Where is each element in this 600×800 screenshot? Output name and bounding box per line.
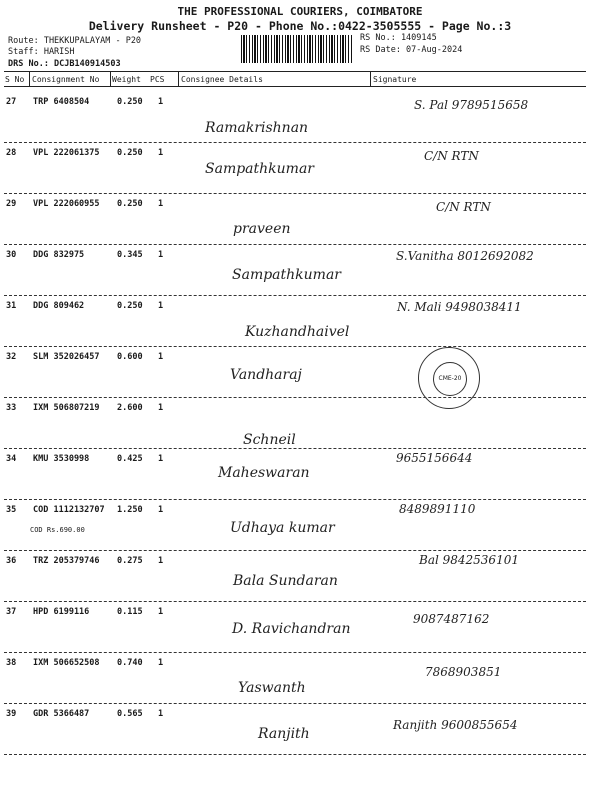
cell-pcs: 1: [158, 250, 164, 260]
column-header-signature: Signature: [373, 75, 417, 84]
cell-weight: 1.250: [117, 505, 143, 515]
cell-pcs: 1: [158, 403, 164, 413]
signature-handwritten: Ranjith 9600855654: [393, 718, 518, 732]
consignee-name-handwritten: Schneil: [243, 432, 296, 448]
cell-consignment: KMU 3530998: [33, 454, 90, 464]
signature-handwritten: 7868903851: [425, 665, 502, 679]
cell-sno: 33: [6, 403, 17, 413]
cell-sno: 31: [6, 301, 17, 311]
cell-pcs: 1: [158, 607, 164, 617]
cell-weight: 0.250: [117, 301, 143, 311]
cell-pcs: 1: [158, 199, 164, 209]
signature-handwritten: 9655156644: [396, 451, 473, 465]
consignee-name-handwritten: Maheswaran: [218, 465, 310, 481]
consignee-name-handwritten: Ramakrishnan: [205, 120, 309, 136]
cell-weight: 0.600: [117, 352, 143, 362]
runsheet-subtitle: Delivery Runsheet - P20 - Phone No.:0422-3505555 - Page No.:3: [88, 19, 512, 33]
cell-sno: 32: [6, 352, 17, 362]
cell-pcs: 1: [158, 301, 164, 311]
table-row: [0, 194, 600, 245]
consignee-name-handwritten: Yaswanth: [238, 680, 306, 696]
cell-sno: 39: [6, 709, 17, 719]
cell-weight: 0.345: [117, 250, 143, 260]
cell-consignment: IXM 506807219: [33, 403, 100, 413]
consignee-name-handwritten: Bala Sundaran: [233, 573, 338, 589]
cell-weight: 0.250: [117, 148, 143, 158]
cell-pcs: 1: [158, 148, 164, 158]
consignee-name-handwritten: praveen: [233, 221, 291, 237]
cell-weight: 0.740: [117, 658, 143, 668]
cell-consignment: TRZ 205379746: [33, 556, 100, 566]
cell-pcs: 1: [158, 505, 164, 515]
column-divider: [29, 72, 30, 86]
consignee-name-handwritten: Sampathkumar: [205, 161, 314, 177]
column-header-consignee: Consignee Details: [181, 75, 263, 84]
table-row: [0, 347, 600, 398]
cell-weight: 0.425: [117, 454, 143, 464]
row-divider: [4, 754, 586, 755]
cell-consignment: SLM 352026457: [33, 352, 100, 362]
consignee-name-handwritten: Ranjith: [258, 726, 310, 742]
cell-sno: 37: [6, 607, 17, 617]
cell-consignment: COD 1112132707: [33, 505, 105, 515]
cell-pcs: 1: [158, 709, 164, 719]
table-row: [0, 449, 600, 500]
consignee-name-handwritten: Udhaya kumar: [230, 520, 335, 536]
table-row: [0, 398, 600, 449]
table-row: [0, 653, 600, 704]
signature-handwritten: S.Vanitha 8012692082: [396, 249, 534, 263]
cell-consignment: VPL 222060955: [33, 199, 100, 209]
cell-consignment: IXM 506652508: [33, 658, 100, 668]
table-row: [0, 296, 600, 347]
table-row: [0, 143, 600, 194]
company-stamp: [418, 347, 480, 409]
rs-number: RS No.: 1409145: [360, 33, 437, 43]
cell-sno: 29: [6, 199, 17, 209]
cod-amount: COD Rs.690.00: [30, 526, 85, 534]
table-row: [0, 551, 600, 602]
cell-sno: 38: [6, 658, 17, 668]
column-header-consignment: Consignment No: [32, 75, 100, 84]
column-header-sno: S No: [5, 75, 25, 84]
table-row: [0, 500, 600, 551]
cell-consignment: DDG 832975: [33, 250, 85, 260]
cell-sno: 28: [6, 148, 17, 158]
cell-consignment: VPL 222061375: [33, 148, 100, 158]
consignee-name-handwritten: Kuzhandhaivel: [245, 324, 350, 340]
rs-date: RS Date: 07-Aug-2024: [360, 45, 463, 55]
consignee-name-handwritten: D. Ravichandran: [232, 621, 351, 637]
cell-consignment: DDG 809462: [33, 301, 85, 311]
cell-weight: 0.275: [117, 556, 143, 566]
drs-number: DRS No.: DCJB140914503: [8, 59, 121, 69]
signature-handwritten: N. Mali 9498038411: [397, 300, 522, 314]
header-rule-top: [4, 71, 586, 72]
cell-pcs: 1: [158, 658, 164, 668]
cell-weight: 0.250: [117, 199, 143, 209]
staff-label: Staff: HARISH: [8, 47, 75, 57]
cell-consignment: GDR 5366487: [33, 709, 90, 719]
table-row: [0, 704, 600, 755]
cell-weight: 2.600: [117, 403, 143, 413]
cell-pcs: 1: [158, 454, 164, 464]
signature-handwritten: C/N RTN: [436, 200, 491, 214]
signature-handwritten: 9087487162: [413, 612, 490, 626]
cell-pcs: 1: [158, 97, 164, 107]
consignee-name-handwritten: Vandharaj: [230, 367, 302, 383]
table-row: [0, 245, 600, 296]
cell-sno: 36: [6, 556, 17, 566]
route-label: Route: THEKKUPALAYAM - P20: [8, 36, 142, 46]
column-divider: [110, 72, 111, 86]
cell-weight: 0.565: [117, 709, 143, 719]
table-row: [0, 602, 600, 653]
cell-weight: 0.250: [117, 97, 143, 107]
cell-sno: 30: [6, 250, 17, 260]
stamp-center: CME-20: [433, 362, 467, 396]
column-divider: [370, 72, 371, 86]
column-divider: [178, 72, 179, 86]
signature-handwritten: 8489891110: [399, 502, 476, 516]
cell-pcs: 1: [158, 556, 164, 566]
cell-weight: 0.115: [117, 607, 143, 617]
column-header-weight: Weight: [112, 75, 141, 84]
cell-sno: 35: [6, 505, 17, 515]
cell-sno: 34: [6, 454, 17, 464]
signature-handwritten: C/N RTN: [424, 149, 479, 163]
company-title: THE PROFESSIONAL COURIERS, COIMBATORE: [177, 5, 423, 18]
cell-sno: 27: [6, 97, 17, 107]
cell-consignment: HPD 6199116: [33, 607, 90, 617]
barcode: [241, 35, 352, 63]
cell-pcs: 1: [158, 352, 164, 362]
consignee-name-handwritten: Sampathkumar: [232, 267, 341, 283]
signature-handwritten: S. Pal 9789515658: [414, 98, 529, 112]
column-header-pcs: PCS: [150, 75, 165, 84]
table-row: [0, 92, 600, 143]
signature-handwritten: Bal 9842536101: [419, 553, 519, 567]
cell-consignment: TRP 6408504: [33, 97, 90, 107]
header-rule-bottom: [4, 86, 586, 87]
